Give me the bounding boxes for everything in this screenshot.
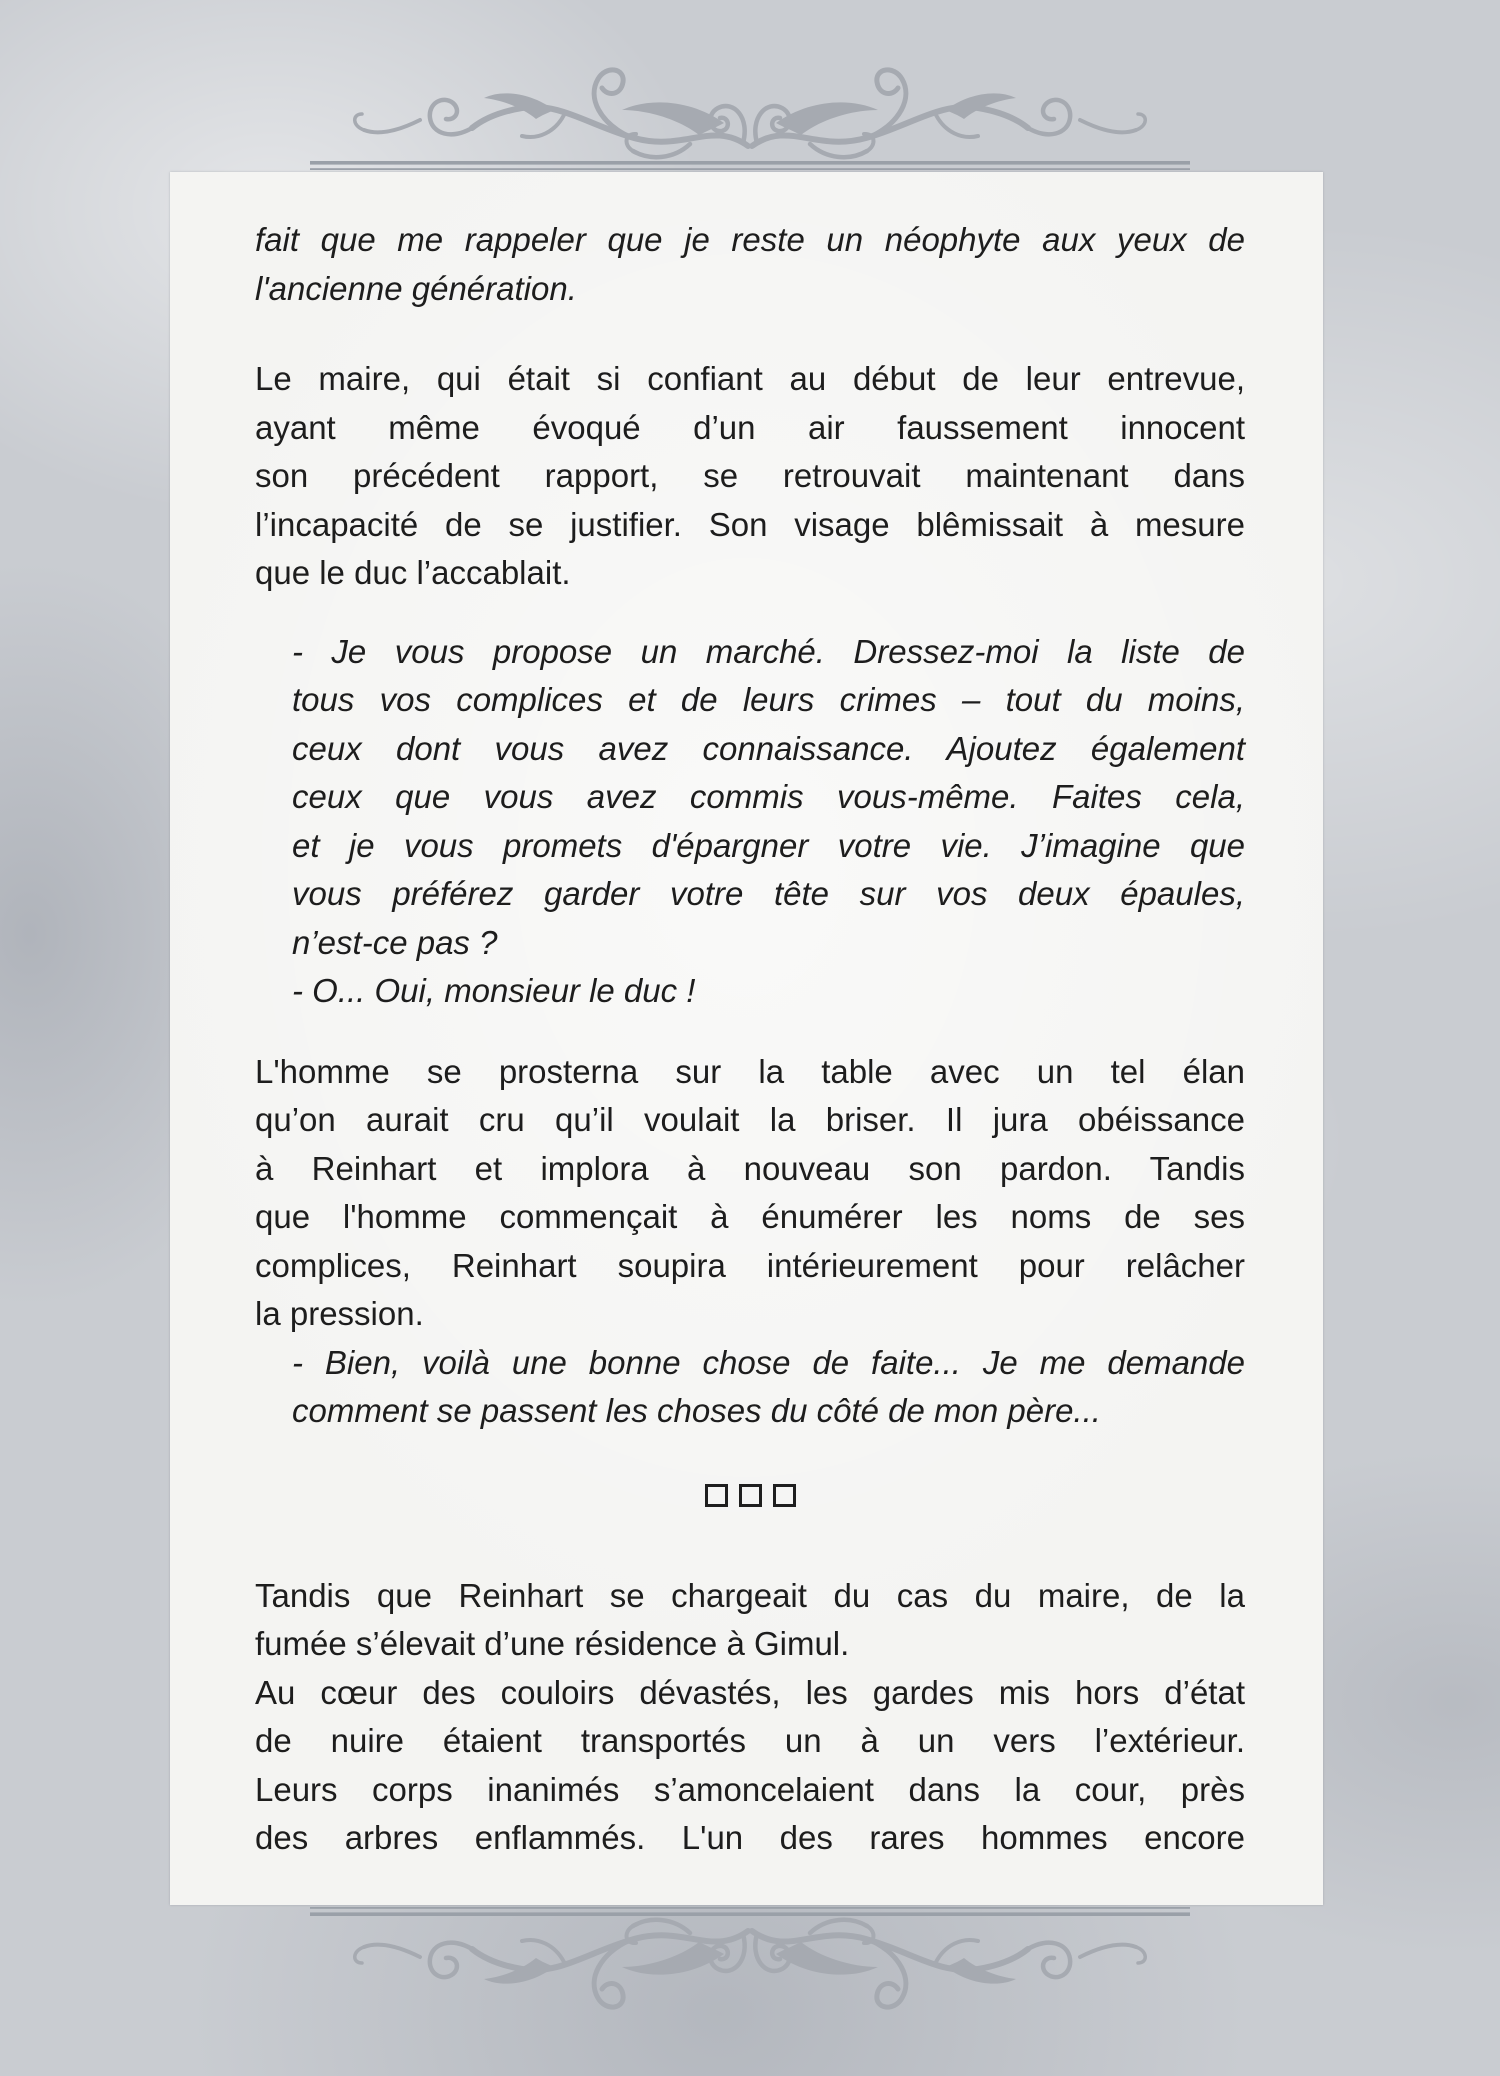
text-line: à Reinhart et implora à nouveau son pardon. Tandis (255, 1149, 1245, 1187)
text-column (170, 172, 1323, 1863)
text-line: et je vous promets d'épargner votre vie. J’imagine que (292, 826, 1245, 864)
text-line: qu’on aurait cru qu’il voulait la briser. Il jura obéissance (255, 1101, 1245, 1138)
paragraph-p1 (255, 216, 1245, 313)
text-line: l’incapacité de se justifier. Son visage blêmissait à mesure (255, 505, 1245, 543)
text-line: n’est-ce pas ? (292, 923, 498, 961)
text-line: de nuire étaient transportés un à un vers l’extérieur. (255, 1722, 1245, 1759)
ornament-flourish-top-icon (310, 58, 1190, 172)
text-line: fait que me rappeler que je reste un néophyte aux yeux de (255, 221, 1245, 258)
text-line: des arbres enflammés. L'un des rares hommes encore (255, 1819, 1245, 1856)
paragraph-p3 (255, 1048, 1245, 1339)
paragraph-p5 (255, 1669, 1245, 1863)
text-line: son précédent rapport, se retrouvait maintenant dans (255, 457, 1245, 494)
text-line: complices, Reinhart soupira intérieurement pour relâcher (255, 1246, 1245, 1284)
text-line: ayant même évoqué d’un air faussement innocent (255, 408, 1245, 446)
text-line: ceux dont vous avez connaissance. Ajoutez également (292, 729, 1245, 767)
text-line: Le maire, qui était si confiant au début de leur entrevue, (255, 360, 1245, 397)
text-line: Leurs corps inanimés s’amoncelaient dans la cour, près (255, 1770, 1245, 1808)
page (170, 172, 1323, 1905)
paragraph-p4 (255, 1572, 1245, 1669)
text-line: l'ancienne génération. (255, 269, 577, 307)
paragraph-d1 (292, 628, 1245, 1016)
text-line: fumée s’élevait d’une résidence à Gimul. (255, 1625, 850, 1662)
section-break-square-icon (739, 1484, 762, 1507)
text-line: - O... Oui, monsieur le duc ! (292, 972, 696, 1009)
text-line: que l'homme commençait à énumérer les noms de ses (255, 1198, 1245, 1235)
text-line: que le duc l’accablait. (255, 554, 571, 591)
text-line: Au cœur des couloirs dévastés, les gardes mis hors d’état (255, 1673, 1245, 1711)
text-line: - Je vous propose un marché. Dressez-moi la liste de (292, 632, 1245, 670)
section-break-square-icon (773, 1484, 796, 1507)
text-line: tous vos complices et de leurs crimes – tout du moins, (292, 681, 1245, 718)
section-break-square-icon (705, 1484, 728, 1507)
text-line: ceux que vous avez commis vous-même. Faites cela, (292, 778, 1245, 815)
text-line: la pression. (255, 1295, 424, 1332)
text-line: vous préférez garder votre tête sur vos deux épaules, (292, 875, 1245, 912)
text-line: Tandis que Reinhart se chargeait du cas du maire, de la (255, 1576, 1245, 1614)
paragraph-d2 (292, 1339, 1245, 1436)
section-break (255, 1484, 1245, 1507)
text-line: - Bien, voilà une bonne chose de faite... Je me demande (292, 1343, 1245, 1381)
text-line: L'homme se prosterna sur la table avec un tel élan (255, 1052, 1245, 1090)
paragraph-p2 (255, 355, 1245, 598)
text-line: comment se passent les choses du côté de mon père... (292, 1392, 1101, 1429)
ornament-flourish-bottom-icon (310, 1905, 1190, 2019)
